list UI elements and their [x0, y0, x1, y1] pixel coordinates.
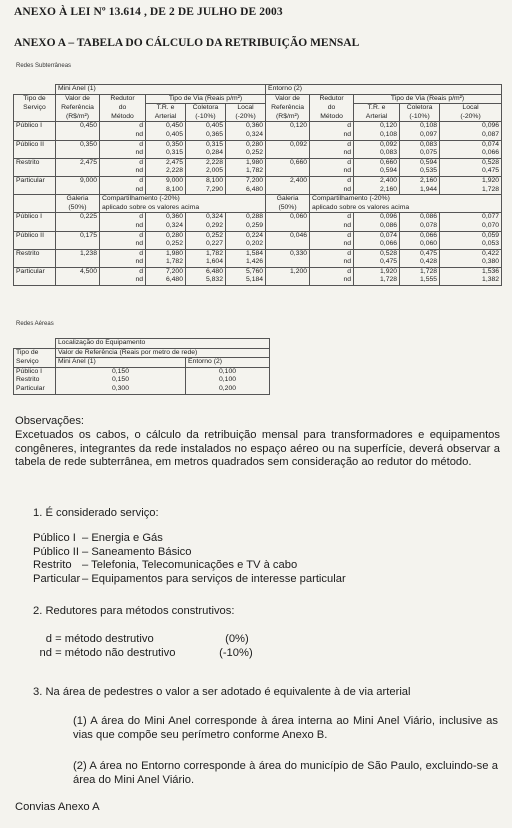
- via-value-cell: 0,070: [440, 222, 502, 231]
- tipo-servico-cell: Público II: [14, 231, 56, 240]
- tipo-servico-cell: [14, 222, 56, 231]
- valor-referencia-cell: 1,200: [266, 267, 310, 276]
- via-value-cell: 9,000: [146, 176, 186, 185]
- via-value-cell: 2,400: [354, 176, 400, 185]
- via-value-cell: 0,380: [440, 258, 502, 267]
- valor-referencia-cell: 0,046: [266, 231, 310, 240]
- redutor-cell: nd: [100, 222, 146, 231]
- redutor-cell: d: [310, 140, 354, 149]
- via-value-cell: 0,096: [440, 122, 502, 131]
- via-value-cell: 1,920: [354, 267, 400, 276]
- via-value-cell: 0,097: [400, 131, 440, 140]
- tipo-servico-cell: Público I: [14, 122, 56, 131]
- table-redes-aereas: [13, 338, 270, 395]
- tipo-servico-cell: Restrito: [14, 249, 56, 258]
- col-via-arterial: Arterial: [354, 113, 400, 122]
- via-value-cell: 2,228: [146, 167, 186, 176]
- via-value-cell: 2,160: [354, 186, 400, 195]
- valor-referencia-cell: 2,400: [266, 176, 310, 185]
- redutor-cell: d: [310, 213, 354, 222]
- tipo-servico-cell: [14, 276, 56, 285]
- via-value-cell: 0,252: [226, 149, 266, 158]
- redutor-cell: d: [310, 231, 354, 240]
- col-via-local: (-20%): [440, 113, 502, 122]
- via-value-cell: 0,284: [186, 149, 226, 158]
- valor-referencia-cell: 0,092: [266, 140, 310, 149]
- via-value-cell: 0,078: [400, 222, 440, 231]
- redutor-cell: nd: [310, 222, 354, 231]
- redutor-cell: nd: [100, 149, 146, 158]
- galeria-label: (50%): [56, 204, 100, 213]
- redutor-cell: d: [100, 249, 146, 258]
- servico-item: [33, 573, 346, 587]
- via-value-cell: 0,422: [440, 249, 502, 258]
- via-value-cell: 1,382: [440, 276, 502, 285]
- via-value-cell: 2,160: [400, 176, 440, 185]
- via-value-cell: 0,292: [186, 222, 226, 231]
- metodo-pct: (-10%): [219, 646, 253, 659]
- via-value-cell: 0,087: [440, 131, 502, 140]
- redutor-cell: nd: [100, 131, 146, 140]
- col-valor-referencia: (R$/m²): [266, 113, 310, 122]
- servico-item: [33, 546, 346, 560]
- col-entorno: Entorno (2): [186, 358, 270, 368]
- redutor-cell: d: [100, 158, 146, 167]
- empty-cell: [14, 195, 56, 204]
- redutor-cell: nd: [100, 276, 146, 285]
- via-value-cell: 0,120: [354, 122, 400, 131]
- valor-referencia-cell: [56, 240, 100, 249]
- redutor-cell: nd: [310, 186, 354, 195]
- table-row: [14, 376, 270, 385]
- via-value-cell: 1,728: [440, 186, 502, 195]
- via-value-cell: 1,426: [226, 258, 266, 267]
- servico-item: [33, 532, 346, 546]
- valor-referencia-cell: 0,060: [266, 213, 310, 222]
- via-value-cell: 1,782: [186, 249, 226, 258]
- via-value-cell: 7,200: [146, 267, 186, 276]
- compartilhamento-label: aplicado sobre os valores acima: [310, 204, 502, 213]
- via-value-cell: 0,594: [354, 167, 400, 176]
- servico-key: Público II: [33, 545, 80, 558]
- col-via-local: (-20%): [226, 113, 266, 122]
- valor-referencia-cell: 0,120: [266, 122, 310, 131]
- via-value-cell: 0,075: [400, 149, 440, 158]
- redutor-cell: d: [310, 122, 354, 131]
- valor-referencia-cell: 1,238: [56, 249, 100, 258]
- via-value-cell: 0,074: [440, 140, 502, 149]
- valor-referencia-cell: 0,330: [266, 249, 310, 258]
- table-row: [14, 140, 502, 149]
- col-tipo-servico: Tipo de: [14, 348, 56, 358]
- via-value-cell: 0,252: [186, 231, 226, 240]
- col-valor-referencia: (R$/m²): [56, 113, 100, 122]
- tipo-servico-cell: Restrito: [14, 158, 56, 167]
- via-value-cell: 1,536: [440, 267, 502, 276]
- col-valor-referencia: Referência: [56, 104, 100, 113]
- via-value-cell: 0,280: [146, 231, 186, 240]
- col-via-coletora: Coletora: [186, 104, 226, 113]
- servico-desc: – Energia e Gás: [82, 532, 163, 544]
- table-row: [14, 131, 502, 140]
- table-row: [14, 385, 270, 394]
- via-value-cell: 0,528: [440, 158, 502, 167]
- servico-desc: – Saneamento Básico: [82, 545, 192, 558]
- via-value-cell: 1,728: [354, 276, 400, 285]
- tipo-servico-cell: [14, 258, 56, 267]
- redutor-cell: nd: [100, 167, 146, 176]
- via-value-cell: 0,428: [400, 258, 440, 267]
- via-value-cell: 1,728: [400, 267, 440, 276]
- table-row: [14, 222, 502, 231]
- redutor-cell: d: [100, 140, 146, 149]
- entorno-value: 0,200: [186, 385, 270, 394]
- valor-referencia-cell: 0,350: [56, 140, 100, 149]
- via-value-cell: 0,315: [186, 140, 226, 149]
- via-value-cell: 1,604: [186, 258, 226, 267]
- redutor-cell: d: [310, 176, 354, 185]
- via-value-cell: 1,782: [146, 258, 186, 267]
- col-redutor: Redutor: [100, 94, 146, 104]
- via-value-cell: 1,920: [440, 176, 502, 185]
- valor-referencia-cell: [266, 149, 310, 158]
- col-via-arterial: Arterial: [146, 113, 186, 122]
- empty-cell: [14, 204, 56, 213]
- via-value-cell: 5,832: [186, 276, 226, 285]
- via-value-cell: 0,227: [186, 240, 226, 249]
- valor-referencia-cell: [56, 222, 100, 231]
- note-2: (2) A área no Entorno corresponde à área do município de São Paulo, excluindo-se a área do Mini Anel Viário.: [73, 760, 498, 786]
- via-value-cell: 0,092: [354, 140, 400, 149]
- tipo-servico-cell: Público II: [14, 140, 56, 149]
- via-value-cell: 0,077: [440, 213, 502, 222]
- redutor-cell: d: [310, 267, 354, 276]
- valor-referencia-cell: [266, 131, 310, 140]
- redutor-cell: nd: [100, 186, 146, 195]
- compartilhamento-label: Compartilhamento (-20%): [310, 195, 502, 204]
- valor-referencia-cell: [266, 167, 310, 176]
- via-value-cell: 0,324: [146, 222, 186, 231]
- table-row: [14, 276, 502, 285]
- tipo-servico-cell: Particular: [14, 267, 56, 276]
- caption-redes-aereas: Redes Aéreas: [16, 321, 54, 327]
- item-1-heading: 1. É considerado serviço:: [33, 507, 159, 519]
- via-value-cell: 0,528: [354, 249, 400, 258]
- galeria-label: Galeria: [56, 195, 100, 204]
- metodo-desc: = método destrutivo: [55, 633, 154, 645]
- table-row: [14, 186, 502, 195]
- servico-key: Público I: [33, 532, 76, 544]
- servico-key: Particular: [33, 572, 81, 585]
- via-value-cell: 8,100: [146, 186, 186, 195]
- mini-anel-value: 0,150: [56, 376, 186, 385]
- item-3-text: 3. Na área de pedestres o valor a ser adotado é equivalente à de via arterial: [33, 686, 411, 698]
- via-value-cell: 0,083: [400, 140, 440, 149]
- via-value-cell: 0,350: [146, 140, 186, 149]
- entorno-header: Entorno (2): [266, 85, 502, 95]
- redutor-cell: nd: [100, 258, 146, 267]
- col-valor-referencia: Valor de: [266, 94, 310, 104]
- localizacao-header: Localização do Equipamento: [56, 339, 270, 349]
- mini-anel-value: 0,300: [56, 385, 186, 394]
- galeria-label: (50%): [266, 204, 310, 213]
- valor-referencia-cell: 0,225: [56, 213, 100, 222]
- redutor-cell: d: [100, 213, 146, 222]
- galeria-label: Galeria: [266, 195, 310, 204]
- tipo-servico-cell: Público I: [14, 367, 56, 376]
- via-value-cell: 0,475: [354, 258, 400, 267]
- valor-referencia-cell: [56, 186, 100, 195]
- redutor-cell: nd: [310, 167, 354, 176]
- valor-referencia-cell: 4,500: [56, 267, 100, 276]
- table-row: [14, 367, 270, 376]
- tipo-servico-cell: Público I: [14, 213, 56, 222]
- metodo-item: [33, 633, 253, 647]
- col-tipo-servico: Serviço: [14, 104, 56, 113]
- metodo-item: [33, 647, 253, 661]
- redutor-cell: d: [100, 176, 146, 185]
- tipo-servico-cell: [14, 167, 56, 176]
- document-subtitle: ANEXO A – TABELA DO CÁLCULO DA RETRIBUIÇÃO MENSAL: [14, 37, 360, 49]
- redutor-cell: d: [100, 267, 146, 276]
- metodos-list: [33, 633, 253, 660]
- via-value-cell: 6,480: [186, 267, 226, 276]
- valor-referencia-cell: 0,660: [266, 158, 310, 167]
- tipo-servico-cell: [14, 149, 56, 158]
- col-redutor: do: [100, 104, 146, 113]
- col-tipo-via: Tipo de Via (Reais p/m²): [354, 94, 502, 104]
- via-value-cell: 1,555: [400, 276, 440, 285]
- valor-referencia-cell: 0,175: [56, 231, 100, 240]
- footer-text: Convias Anexo A: [15, 801, 100, 813]
- valor-referencia-cell: [266, 240, 310, 249]
- col-via-coletora: (-10%): [400, 113, 440, 122]
- via-value-cell: 0,315: [146, 149, 186, 158]
- via-value-cell: 5,184: [226, 276, 266, 285]
- via-value-cell: 0,365: [186, 131, 226, 140]
- table-row: [14, 149, 502, 158]
- via-value-cell: 1,980: [146, 249, 186, 258]
- valor-referencia-cell: [56, 131, 100, 140]
- servico-desc: – Telefonia, Telecomunicações e TV à cabo: [82, 559, 298, 572]
- entorno-value: 0,100: [186, 376, 270, 385]
- via-value-cell: 0,259: [226, 222, 266, 231]
- valor-referencia-cell: [266, 258, 310, 267]
- col-via-local: Local: [226, 104, 266, 113]
- servico-item: [33, 559, 346, 573]
- via-value-cell: 0,475: [400, 249, 440, 258]
- via-value-cell: 0,360: [226, 122, 266, 131]
- via-value-cell: 0,053: [440, 240, 502, 249]
- via-value-cell: 0,450: [146, 122, 186, 131]
- tipo-servico-cell: Particular: [14, 176, 56, 185]
- table-row: [14, 240, 502, 249]
- valor-referencia-cell: 2,475: [56, 158, 100, 167]
- tipo-servico-cell: Particular: [14, 385, 56, 394]
- col-tipo-via: Tipo de Via (Reais p/m²): [146, 94, 266, 104]
- valor-referencia-cell: [56, 167, 100, 176]
- redutor-cell: nd: [310, 258, 354, 267]
- note-1: (1) A área do Mini Anel corresponde à área interna ao Mini Anel Viário, inclusive as vias que compõe seu perímetro conforme Anexo B.: [73, 715, 498, 741]
- table-row: [14, 249, 502, 258]
- via-value-cell: 2,228: [186, 158, 226, 167]
- via-value-cell: 0,224: [226, 231, 266, 240]
- via-value-cell: 0,324: [226, 131, 266, 140]
- via-value-cell: 1,980: [226, 158, 266, 167]
- via-value-cell: 2,475: [146, 158, 186, 167]
- redutor-cell: nd: [310, 131, 354, 140]
- table-row: [14, 231, 502, 240]
- via-value-cell: 0,083: [354, 149, 400, 158]
- via-value-cell: 0,535: [400, 167, 440, 176]
- via-value-cell: 0,066: [400, 231, 440, 240]
- via-value-cell: 0,405: [146, 131, 186, 140]
- via-value-cell: 0,280: [226, 140, 266, 149]
- via-value-cell: 0,108: [354, 131, 400, 140]
- col-redutor: Redutor: [310, 94, 354, 104]
- redutor-cell: d: [100, 122, 146, 131]
- via-value-cell: 0,288: [226, 213, 266, 222]
- col-via-arterial: T.R. e: [354, 104, 400, 113]
- table-row: [14, 258, 502, 267]
- col-valor-referencia: Referência: [266, 104, 310, 113]
- caption-redes-subterraneas: Redes Subterrâneas: [16, 63, 72, 69]
- via-value-cell: 0,086: [400, 213, 440, 222]
- col-via-coletora: (-10%): [186, 113, 226, 122]
- col-redutor: do: [310, 104, 354, 113]
- via-value-cell: 1,944: [400, 186, 440, 195]
- redutor-cell: d: [310, 158, 354, 167]
- via-value-cell: 0,096: [354, 213, 400, 222]
- tipo-servico-cell: [14, 186, 56, 195]
- tipo-servico-cell: Restrito: [14, 376, 56, 385]
- via-value-cell: 0,324: [186, 213, 226, 222]
- servicos-list: [33, 532, 346, 586]
- observacoes-text: Excetuados os cabos, o cálculo da retribuição mensal para transformadores e equipamentos congêneres, integrantes da rede instalados no espaço aéreo ou na superfície, deverá observar a tabela de rede subterrânea, em metros quadrados sem consideração ao redutor do método.: [15, 429, 500, 469]
- via-value-cell: 1,584: [226, 249, 266, 258]
- mini-anel-value: 0,150: [56, 367, 186, 376]
- redutor-cell: nd: [100, 240, 146, 249]
- document-title: ANEXO À LEI Nº 13.614 , DE 2 DE JULHO DE 2003: [14, 6, 283, 18]
- col-tipo-servico: Tipo de: [14, 94, 56, 104]
- via-value-cell: 0,060: [400, 240, 440, 249]
- metodo-key: d: [45, 633, 52, 645]
- col-via-coletora: Coletora: [400, 104, 440, 113]
- table-row: [14, 158, 502, 167]
- compartilhamento-label: Compartilhamento (-20%): [100, 195, 266, 204]
- compartilhamento-label: aplicado sobre os valores acima: [100, 204, 266, 213]
- valor-referencia-cell: [266, 222, 310, 231]
- valor-referencia-cell: [266, 186, 310, 195]
- galeria-header-row: [14, 204, 502, 213]
- redutor-cell: d: [100, 231, 146, 240]
- via-value-cell: 6,480: [226, 186, 266, 195]
- via-value-cell: 0,594: [400, 158, 440, 167]
- redutor-cell: nd: [310, 149, 354, 158]
- valor-referencia-cell: [56, 258, 100, 267]
- table-row: [14, 267, 502, 276]
- col-tipo-servico: Serviço: [14, 358, 56, 368]
- table-row: [14, 213, 502, 222]
- table-row: [14, 167, 502, 176]
- col-redutor: Método: [310, 113, 354, 122]
- via-value-cell: 0,086: [354, 222, 400, 231]
- via-value-cell: 7,290: [186, 186, 226, 195]
- via-value-cell: 0,360: [146, 213, 186, 222]
- col-via-local: Local: [440, 104, 502, 113]
- via-value-cell: 0,252: [146, 240, 186, 249]
- metodo-key: nd: [39, 646, 52, 659]
- via-value-cell: 0,066: [440, 149, 502, 158]
- via-value-cell: 0,405: [186, 122, 226, 131]
- via-value-cell: 0,108: [400, 122, 440, 131]
- via-value-cell: 0,059: [440, 231, 502, 240]
- via-value-cell: 0,202: [226, 240, 266, 249]
- redutor-cell: nd: [310, 240, 354, 249]
- servico-desc: – Equipamentos para serviços de interesse particular: [82, 572, 346, 585]
- redutor-cell: d: [310, 249, 354, 258]
- via-value-cell: 0,660: [354, 158, 400, 167]
- via-value-cell: 1,782: [226, 167, 266, 176]
- item-2-heading: 2. Redutores para métodos construtivos:: [33, 605, 235, 617]
- tipo-servico-cell: [14, 131, 56, 140]
- via-value-cell: 5,760: [226, 267, 266, 276]
- table-row: [14, 122, 502, 131]
- table-redes-subterraneas: [13, 84, 502, 286]
- entorno-value: 0,100: [186, 367, 270, 376]
- valor-referencia-cell: 9,000: [56, 176, 100, 185]
- valor-referencia-cell: [266, 276, 310, 285]
- via-value-cell: 6,480: [146, 276, 186, 285]
- via-value-cell: 0,066: [354, 240, 400, 249]
- servico-key: Restrito: [33, 559, 72, 572]
- galeria-header-row: [14, 195, 502, 204]
- table-row: [14, 176, 502, 185]
- col-redutor: Método: [100, 113, 146, 122]
- valor-referencia-cell: [56, 149, 100, 158]
- redutor-cell: nd: [310, 276, 354, 285]
- valor-referencia-cell: [56, 276, 100, 285]
- via-value-cell: 7,200: [226, 176, 266, 185]
- via-value-cell: 2,005: [186, 167, 226, 176]
- via-value-cell: 0,074: [354, 231, 400, 240]
- observacoes-label: Observações:: [15, 415, 85, 427]
- metodo-desc: = método não destrutivo: [55, 646, 176, 659]
- mini-anel-header: Mini Anel (1): [56, 85, 266, 95]
- via-value-cell: 0,475: [440, 167, 502, 176]
- via-value-cell: 8,100: [186, 176, 226, 185]
- col-via-arterial: T.R. e: [146, 104, 186, 113]
- valor-referencia-cell: 0,450: [56, 122, 100, 131]
- col-valor-referencia: Valor de: [56, 94, 100, 104]
- metodo-pct: (0%): [225, 633, 249, 645]
- tipo-servico-cell: [14, 240, 56, 249]
- col-valor-referencia: Valor de Referência (Reais por metro de rede): [56, 348, 270, 358]
- col-mini-anel: Mini Anel (1): [56, 358, 186, 368]
